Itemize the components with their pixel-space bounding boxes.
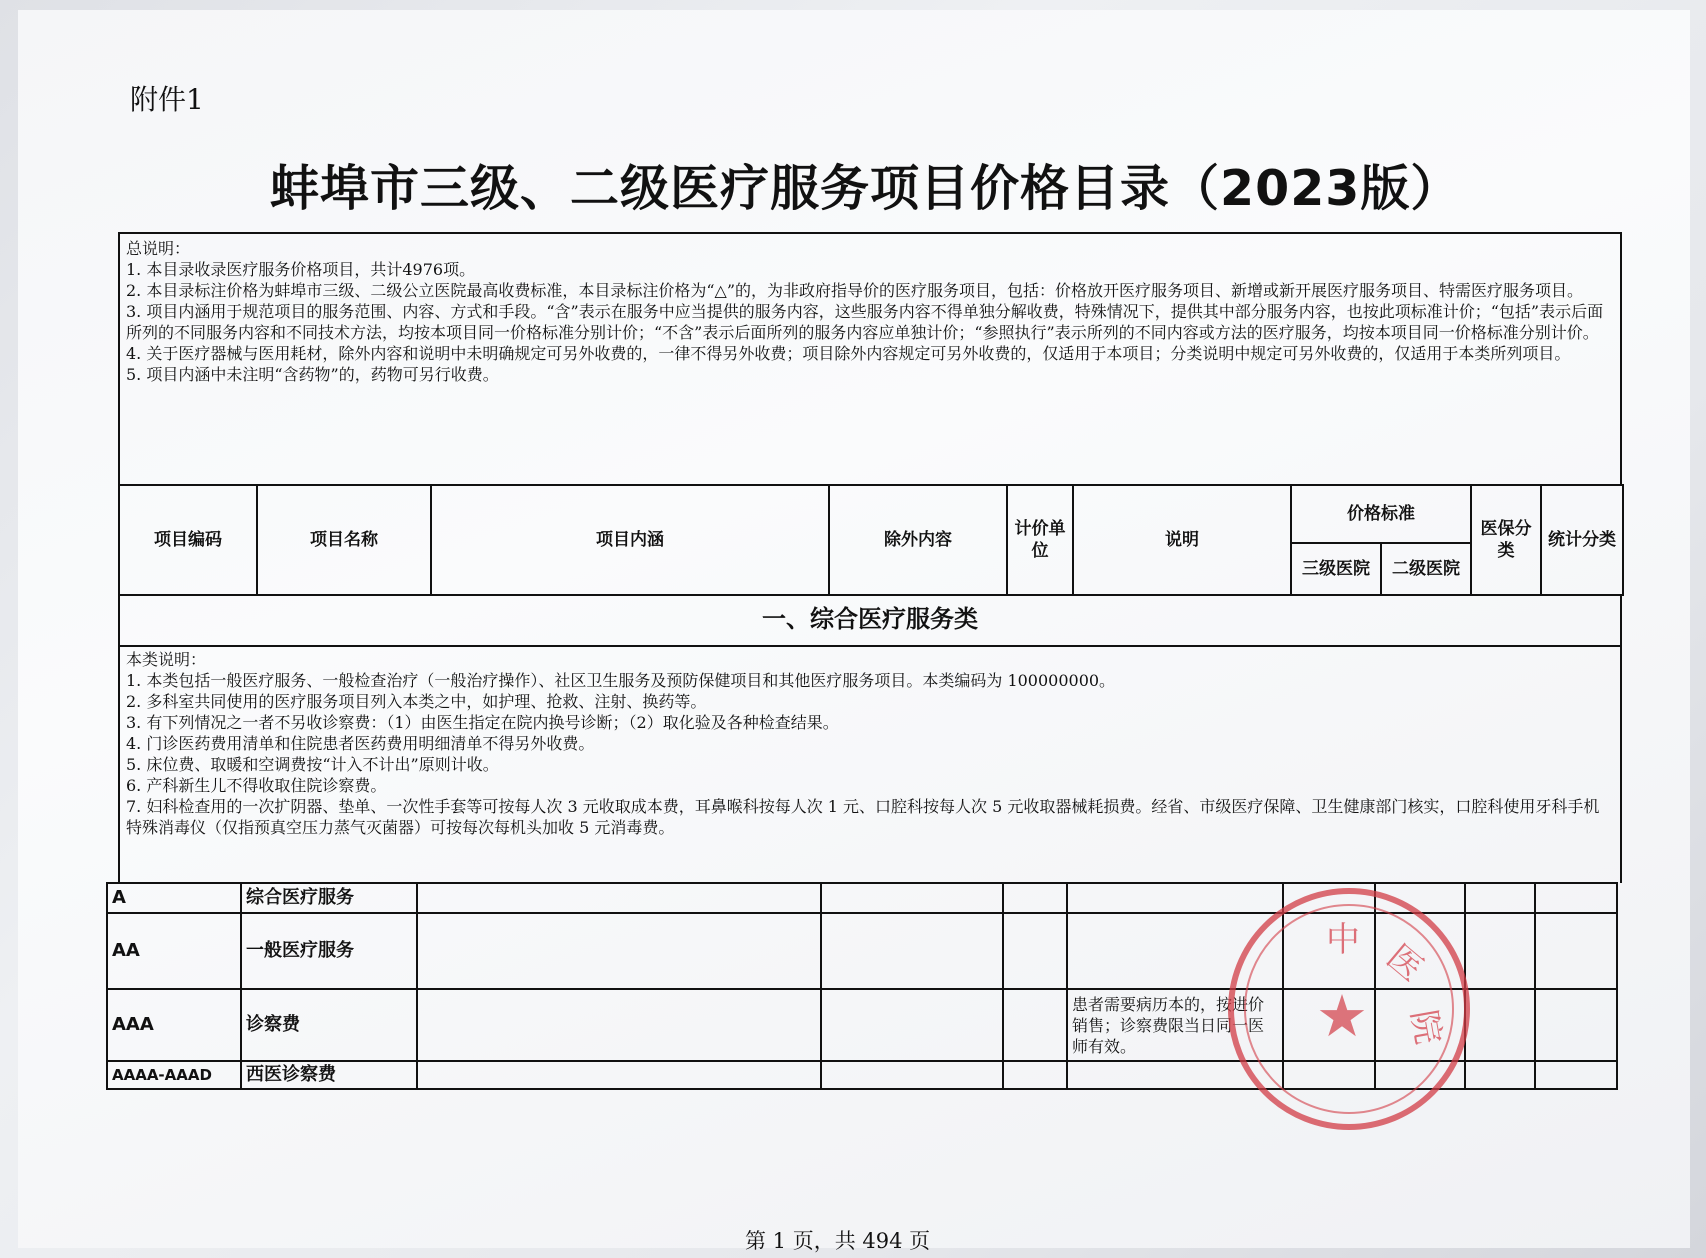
class-notes: [118, 645, 1622, 883]
row-name: 诊察费: [241, 989, 417, 1061]
col-header-note: 说明: [1073, 485, 1291, 595]
col-header-code: 项目编码: [119, 485, 257, 595]
col-header-tier2: 二级医院: [1381, 543, 1471, 595]
column-header-table: [118, 484, 1622, 594]
class-notes-heading: 本类说明：: [126, 650, 207, 669]
row-note: [1067, 883, 1283, 913]
class-note-item: 4. 门诊医药费用清单和住院患者医药费用明细清单不得另外收费。: [126, 734, 595, 753]
general-note-item: 4. 关于医疗器械与医用耗材，除外内容和说明中未明确规定可另外收费的，一律不得另外收费；项目除外内容规定可另外收费的，仅适用于本项目；分类说明中规定可另外收费的，仅适用于本类所列项目。: [126, 344, 1571, 363]
seal-char: 中: [1326, 920, 1360, 960]
class-note-item: 6. 产科新生儿不得收取住院诊察费。: [126, 776, 387, 795]
row-name: 西医诊察费: [241, 1061, 417, 1089]
col-header-content: 项目内涵: [431, 485, 829, 595]
general-notes: [118, 232, 1622, 485]
class-note-item: 1. 本类包括一般医疗服务、一般检查治疗（一般治疗操作）、社区卫生服务及预防保健项目和其他医疗服务项目。本类编码为 100000000。: [126, 671, 1116, 690]
seal-char: 医: [1378, 936, 1431, 990]
col-header-stats: 统计分类: [1541, 485, 1623, 595]
document-title: 蚌埠市三级、二级医疗服务项目价格目录（2023版）: [270, 160, 1461, 217]
col-header-price: 价格标准: [1291, 485, 1471, 543]
page-footer: 第 1 页，共 494 页: [745, 1229, 931, 1253]
row-name: 综合医疗服务: [241, 883, 417, 913]
row-code: A: [107, 883, 241, 913]
col-header-excluded: 除外内容: [829, 485, 1007, 595]
attachment-label: 附件1: [130, 83, 204, 116]
row-code: AAAA-AAAD: [107, 1061, 241, 1089]
row-name: 一般医疗服务: [241, 913, 417, 989]
general-note-item: 1. 本目录收录医疗服务价格项目，共计4976项。: [126, 260, 476, 279]
seal-char: 院: [1402, 1006, 1449, 1048]
col-header-name: 项目名称: [257, 485, 431, 595]
class-note-item: 7. 妇科检查用的一次扩阴器、垫单、一次性手套等可按每人次 3 元收取成本费，耳鼻喉科按每人次 1 元、口腔科按每人次 5 元收取器械耗损费。经省、市级医疗保障、卫生健康部门核实，口腔科使用牙科手机特殊消毒仪（仅指预真空压力蒸气灭菌器）可按每次每机头加收 5 元消毒费。: [126, 797, 1600, 837]
official-seal: [1228, 888, 1470, 1130]
col-header-unit: 计价单位: [1007, 485, 1073, 595]
section-title: 一、综合医疗服务类: [118, 594, 1622, 646]
row-code: AAA: [107, 989, 241, 1061]
class-note-item: 3. 有下列情况之一者不另收诊察费：（1）由医生指定在院内换号诊断；（2）取化验及各种检查结果。: [126, 713, 839, 732]
general-note-item: 2. 本目录标注价格为蚌埠市三级、二级公立医院最高收费标准，本目录标注价格为“△”的，为非政府指导价的医疗服务项目，包括：价格放开医疗服务项目、新增或新开展医疗服务项目、特需医疗服务项目。: [126, 281, 1584, 300]
general-note-item: 3. 项目内涵用于规范项目的服务范围、内容、方式和手段。“含”表示在服务中应当提供的服务内容，这些服务内容不得单独分解收费，特殊情况下，提供其中部分服务内容，也按此项标准计价；“包括”表示后面所列的不同服务内容和不同技术方法，均按本项目同一价格标准分别计价；“不含”表示后面所列的服务内容应单独计价；“参照执行”表示所列的不同内容或方法的医疗服务，均按本项目同一价格标准分别计价。: [126, 302, 1604, 342]
general-note-item: 5. 项目内涵中未注明“含药物”的，药物可另行收费。: [126, 365, 499, 384]
star-icon: ★: [1316, 982, 1368, 1050]
class-note-item: 5. 床位费、取暖和空调费按“计入不计出”原则计收。: [126, 755, 499, 774]
col-header-tier3: 三级医院: [1291, 543, 1381, 595]
row-code: AA: [107, 913, 241, 989]
col-header-insurance: 医保分类: [1471, 485, 1541, 595]
class-note-item: 2. 多科室共同使用的医疗服务项目列入本类之中，如护理、抢救、注射、换药等。: [126, 692, 707, 711]
row-note: 患者需要病历本的，按进价销售；诊察费限当日同一医师有效。: [1067, 989, 1283, 1061]
general-notes-heading: 总说明：: [126, 239, 191, 258]
